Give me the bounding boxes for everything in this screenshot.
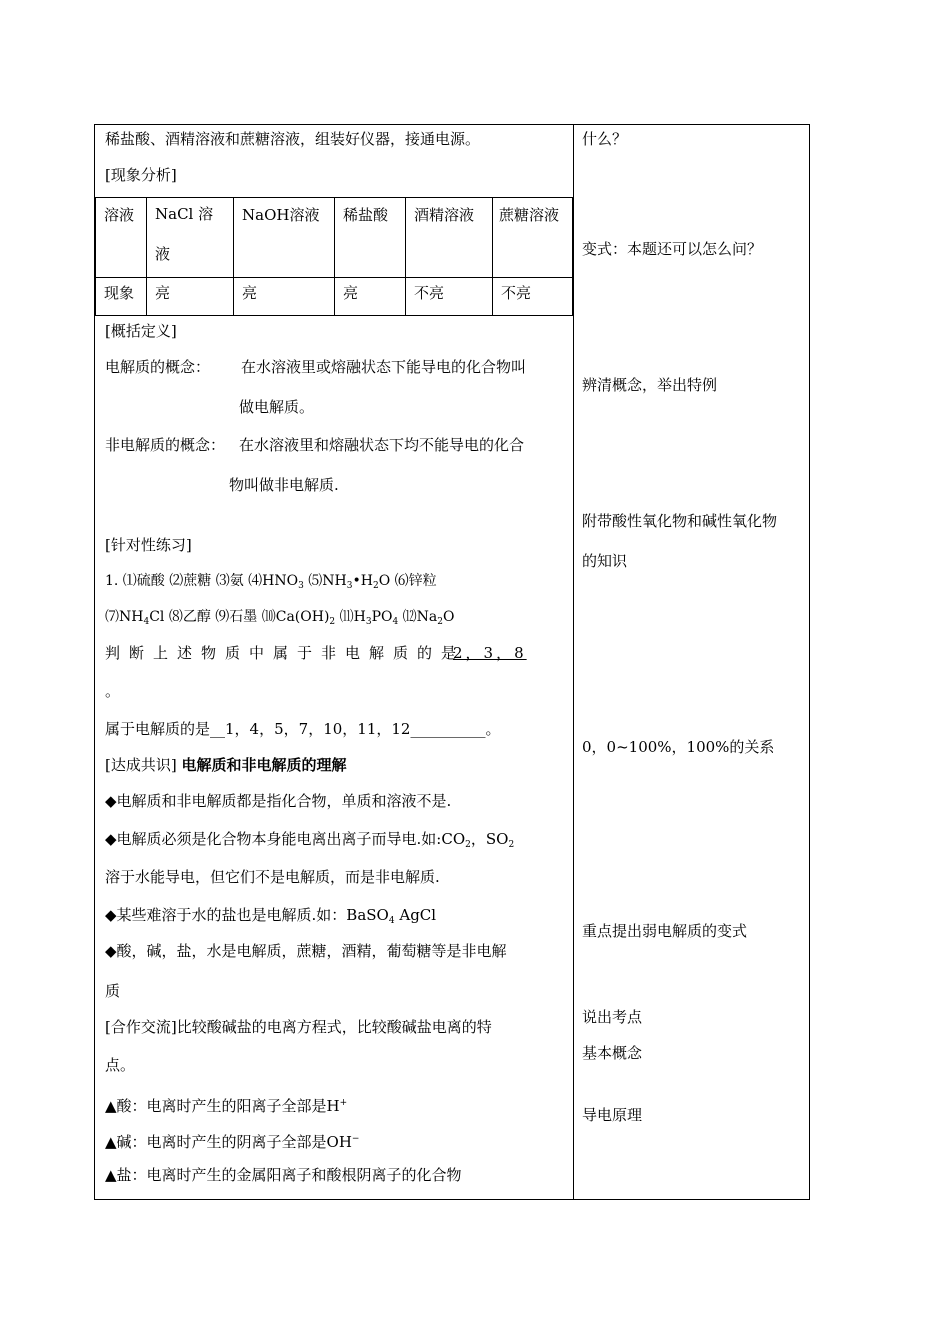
table-cell: 不亮	[406, 278, 493, 316]
note-variant: 变式：本题还可以怎么问？	[582, 240, 763, 258]
note-concept: 辨清概念，举出特例	[582, 376, 718, 394]
column-divider	[573, 125, 574, 1199]
nonelectrolyte-definition: 在水溶液里和熔融状态下均不能导电的化合	[239, 436, 525, 454]
table-cell: 亮	[147, 278, 234, 316]
table-cell: 溶液	[96, 198, 147, 278]
cooperate-line-cont: 点。	[105, 1056, 136, 1074]
salt-definition: ▲盐：电离时产生的金属阳离子和酸根阴离子的化合物	[105, 1166, 462, 1184]
point-4: ◆酸，碱，盐，水是电解质，蔗糖，酒精，葡萄糖等是非电解	[105, 942, 507, 960]
nonelectrolyte-definition-cont: 物叫做非电解质.	[229, 476, 339, 494]
note-exam-point: 说出考点	[582, 1008, 643, 1026]
acid-definition: ▲酸：电离时产生的阳离子全部是H+	[105, 1097, 348, 1115]
base-definition: ▲碱：电离时产生的阴离子全部是OH−	[105, 1133, 360, 1151]
table-cell: 不亮	[493, 278, 573, 316]
note-relation: 0，0~100%，100%的关系	[582, 738, 775, 756]
judge-end: 。	[105, 682, 121, 700]
intro-text: 稀盐酸、酒精溶液和蔗糖溶液，组装好仪器，接通电源。	[105, 130, 481, 148]
point-2: ◆电解质必须是化合物本身能电离出离子而导电.如$:CO_2$，$SO_2$	[105, 830, 515, 850]
point-2-cont: 溶于水能导电，但它们不是电解质，而是非电解质.	[105, 868, 440, 886]
nonelectrolyte-answer: 2，3，8	[453, 644, 527, 662]
consensus-line: [达成共识] 电解质和非电解质的理解	[105, 756, 347, 774]
phenomenon-heading: [现象分析]	[105, 166, 177, 184]
table-cell: 蔗糖溶液	[493, 198, 573, 278]
point-1: ◆电解质和非电解质都是指化合物，单质和溶液不是.	[105, 792, 452, 810]
question-substances-line2: $⑺NH_4Cl$ ⑻乙醇 ⑼石墨 $⑽Ca(OH)_2$ $⑾H_3PO_4$ $⑿Na_2O$	[105, 609, 455, 627]
note-basic-concept: 基本概念	[582, 1044, 643, 1062]
table-row	[96, 278, 573, 316]
table-cell: 现象	[96, 278, 147, 316]
note-weak-electrolyte: 重点提出弱电解质的变式	[582, 922, 748, 940]
phenomenon-table	[95, 197, 573, 316]
nonelectrolyte-label: 非电解质的概念：	[105, 436, 226, 454]
electrolyte-answer-line: 属于电解质的是__1，4，5，7，10，11，12__________。	[105, 720, 501, 738]
electrolyte-label: 电解质的概念：	[105, 358, 211, 376]
point-3: ◆某些难溶于水的盐也是电解质.如：BaSO$_4$ AgCl	[105, 906, 437, 926]
note-oxides: 附带酸性氧化物和碱性氧化物	[582, 512, 778, 530]
table-cell: 酒精溶液	[406, 198, 493, 278]
practice-heading: [针对性练习]	[105, 536, 192, 554]
consensus-title: 电解质和非电解质的理解	[181, 756, 347, 774]
note-oxides-cont: 的知识	[582, 552, 628, 570]
table-cell: 亮	[234, 278, 335, 316]
table-cell: 稀盐酸	[335, 198, 406, 278]
judge-question: 判断上述物质中属于非电解质的是	[105, 644, 466, 662]
cooperate-line: [合作交流]比较酸碱盐的电离方程式，比较酸碱盐电离的特	[105, 1018, 492, 1036]
note-what: 什么？	[582, 130, 628, 148]
lesson-table	[94, 124, 810, 1200]
table-cell: NaOH溶液	[234, 198, 335, 278]
question-substances-line1: 1. ⑴硫酸 ⑵蔗糖 ⑶氨 $⑷HNO_3$ $⑸NH_3•H_2O$ ⑹锌粒	[105, 573, 437, 591]
note-conduction: 导电原理	[582, 1106, 643, 1124]
point-4-cont: 质	[105, 982, 121, 1000]
electrolyte-definition-cont: 做电解质。	[239, 398, 315, 416]
table-row	[96, 198, 573, 278]
electrolyte-definition: 在水溶液里或熔融状态下能导电的化合物叫	[241, 358, 527, 376]
definition-heading: [概括定义]	[105, 322, 177, 340]
table-cell: NaCl 溶 液	[147, 198, 234, 278]
table-cell: 亮	[335, 278, 406, 316]
